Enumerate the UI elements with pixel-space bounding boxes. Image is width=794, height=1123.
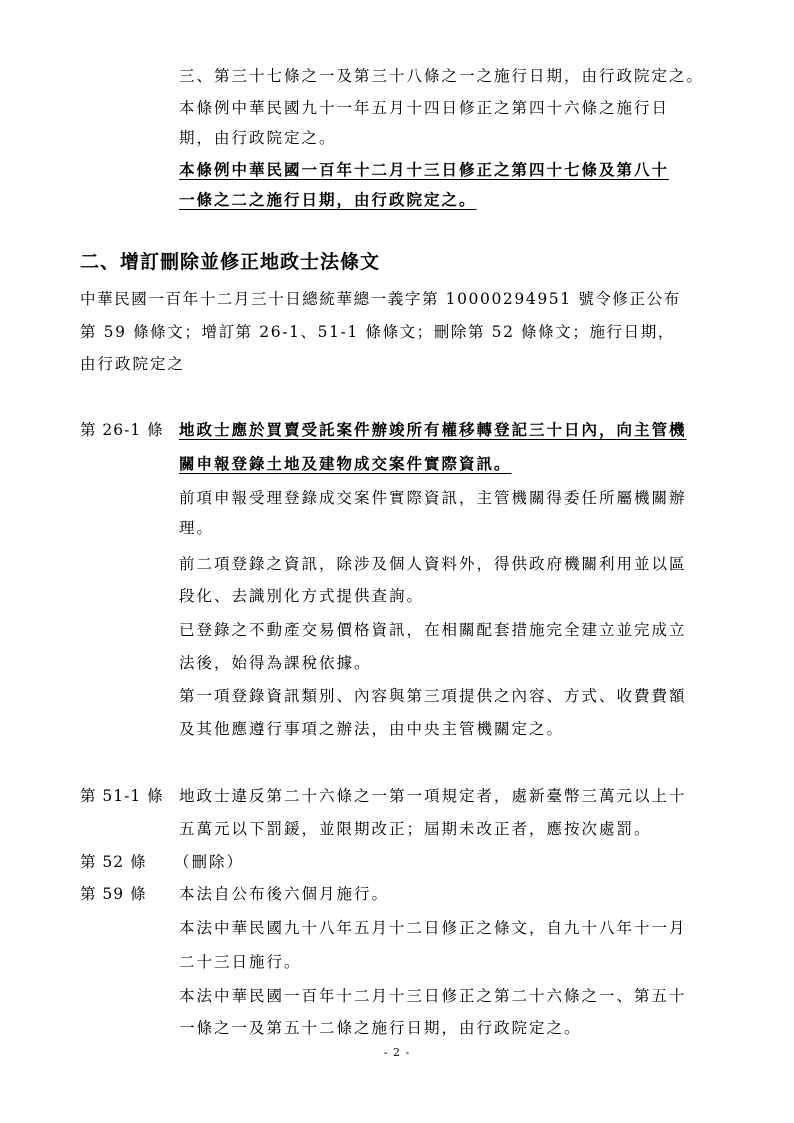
section-intro-line: 由行政院定之 <box>80 355 186 373</box>
text-line: 本條例中華民國九十一年五月十四日修正之第四十六條之施行日 <box>179 99 670 117</box>
section-intro-line: 中華民國一百年十二月三十日總統華總一義字第 10000294951 號令修正公布 <box>80 290 681 308</box>
text-line: 前項申報受理登錄成交案件實際資訊，主管機關得委任所屬機關辦 <box>179 489 687 507</box>
amended-text-line: 關申報登錄土地及建物成交案件實際資訊。 <box>179 454 512 473</box>
article-label: 第 52 條 <box>80 853 147 871</box>
page-number: - 2 - <box>383 1046 411 1059</box>
text-line: 已登錄之不動產交易價格資訊，在相關配套措施完全建立並完成立 <box>179 621 687 639</box>
amended-text-line: 本條例中華民國一百年十二月十三日修正之第四十七條及第八十 <box>179 160 670 179</box>
text-line: 及其他應遵行事項之辦法，由中央主管機關定之。 <box>179 720 565 738</box>
text-line: 本法中華民國九十八年五月十二日修正之條文，自九十八年十一月 <box>179 919 687 937</box>
text-line: 地政士違反第二十六條之一第一項規定者，處新臺幣三萬元以上十 <box>179 787 687 805</box>
text-line: 本法中華民國一百年十二月十三日修正之第二十六條之一、第五十 <box>179 987 687 1005</box>
article-label: 第 26-1 條 <box>80 421 164 439</box>
text-line: 法後，始得為課稅依據。 <box>179 654 372 672</box>
article-label: 第 59 條 <box>80 885 147 903</box>
text-line: 段化、去識別化方式提供查詢。 <box>179 587 425 605</box>
amended-text-line: 地政士應於買賣受託案件辦竣所有權移轉登記三十日內，向主管機 <box>179 420 687 439</box>
text-line: 第一項登錄資訊類別、內容與第三項提供之內容、方式、收費費額 <box>179 687 687 705</box>
text-line: 本法自公布後六個月施行。 <box>179 885 390 903</box>
text-line: 三、第三十七條之一及第三十八條之一之施行日期，由行政院定之。 <box>179 67 705 85</box>
text-line: 二十三日施行。 <box>179 953 302 971</box>
section-heading: 二、增訂刪除並修正地政士法條文 <box>80 251 381 273</box>
amended-text-line: 一條之二之施行日期，由行政院定之。 <box>179 190 477 209</box>
text-line: 理。 <box>179 519 215 537</box>
text-line: （刪除） <box>174 853 245 871</box>
text-line: 五萬元以下罰鍰，並限期改正；屆期未改正者，應按次處罰。 <box>179 820 652 838</box>
text-line: 期，由行政院定之。 <box>179 129 337 147</box>
article-label: 第 51-1 條 <box>80 787 164 805</box>
text-line: 一條之一及第五十二條之施行日期，由行政院定之。 <box>179 1019 582 1037</box>
text-line: 前二項登錄之資訊，除涉及個人資料外，得供政府機關利用並以區 <box>179 555 687 573</box>
section-intro-line: 第 59 條條文；增訂第 26-1、51-1 條條文；刪除第 52 條條文；施行日期， <box>80 323 675 341</box>
